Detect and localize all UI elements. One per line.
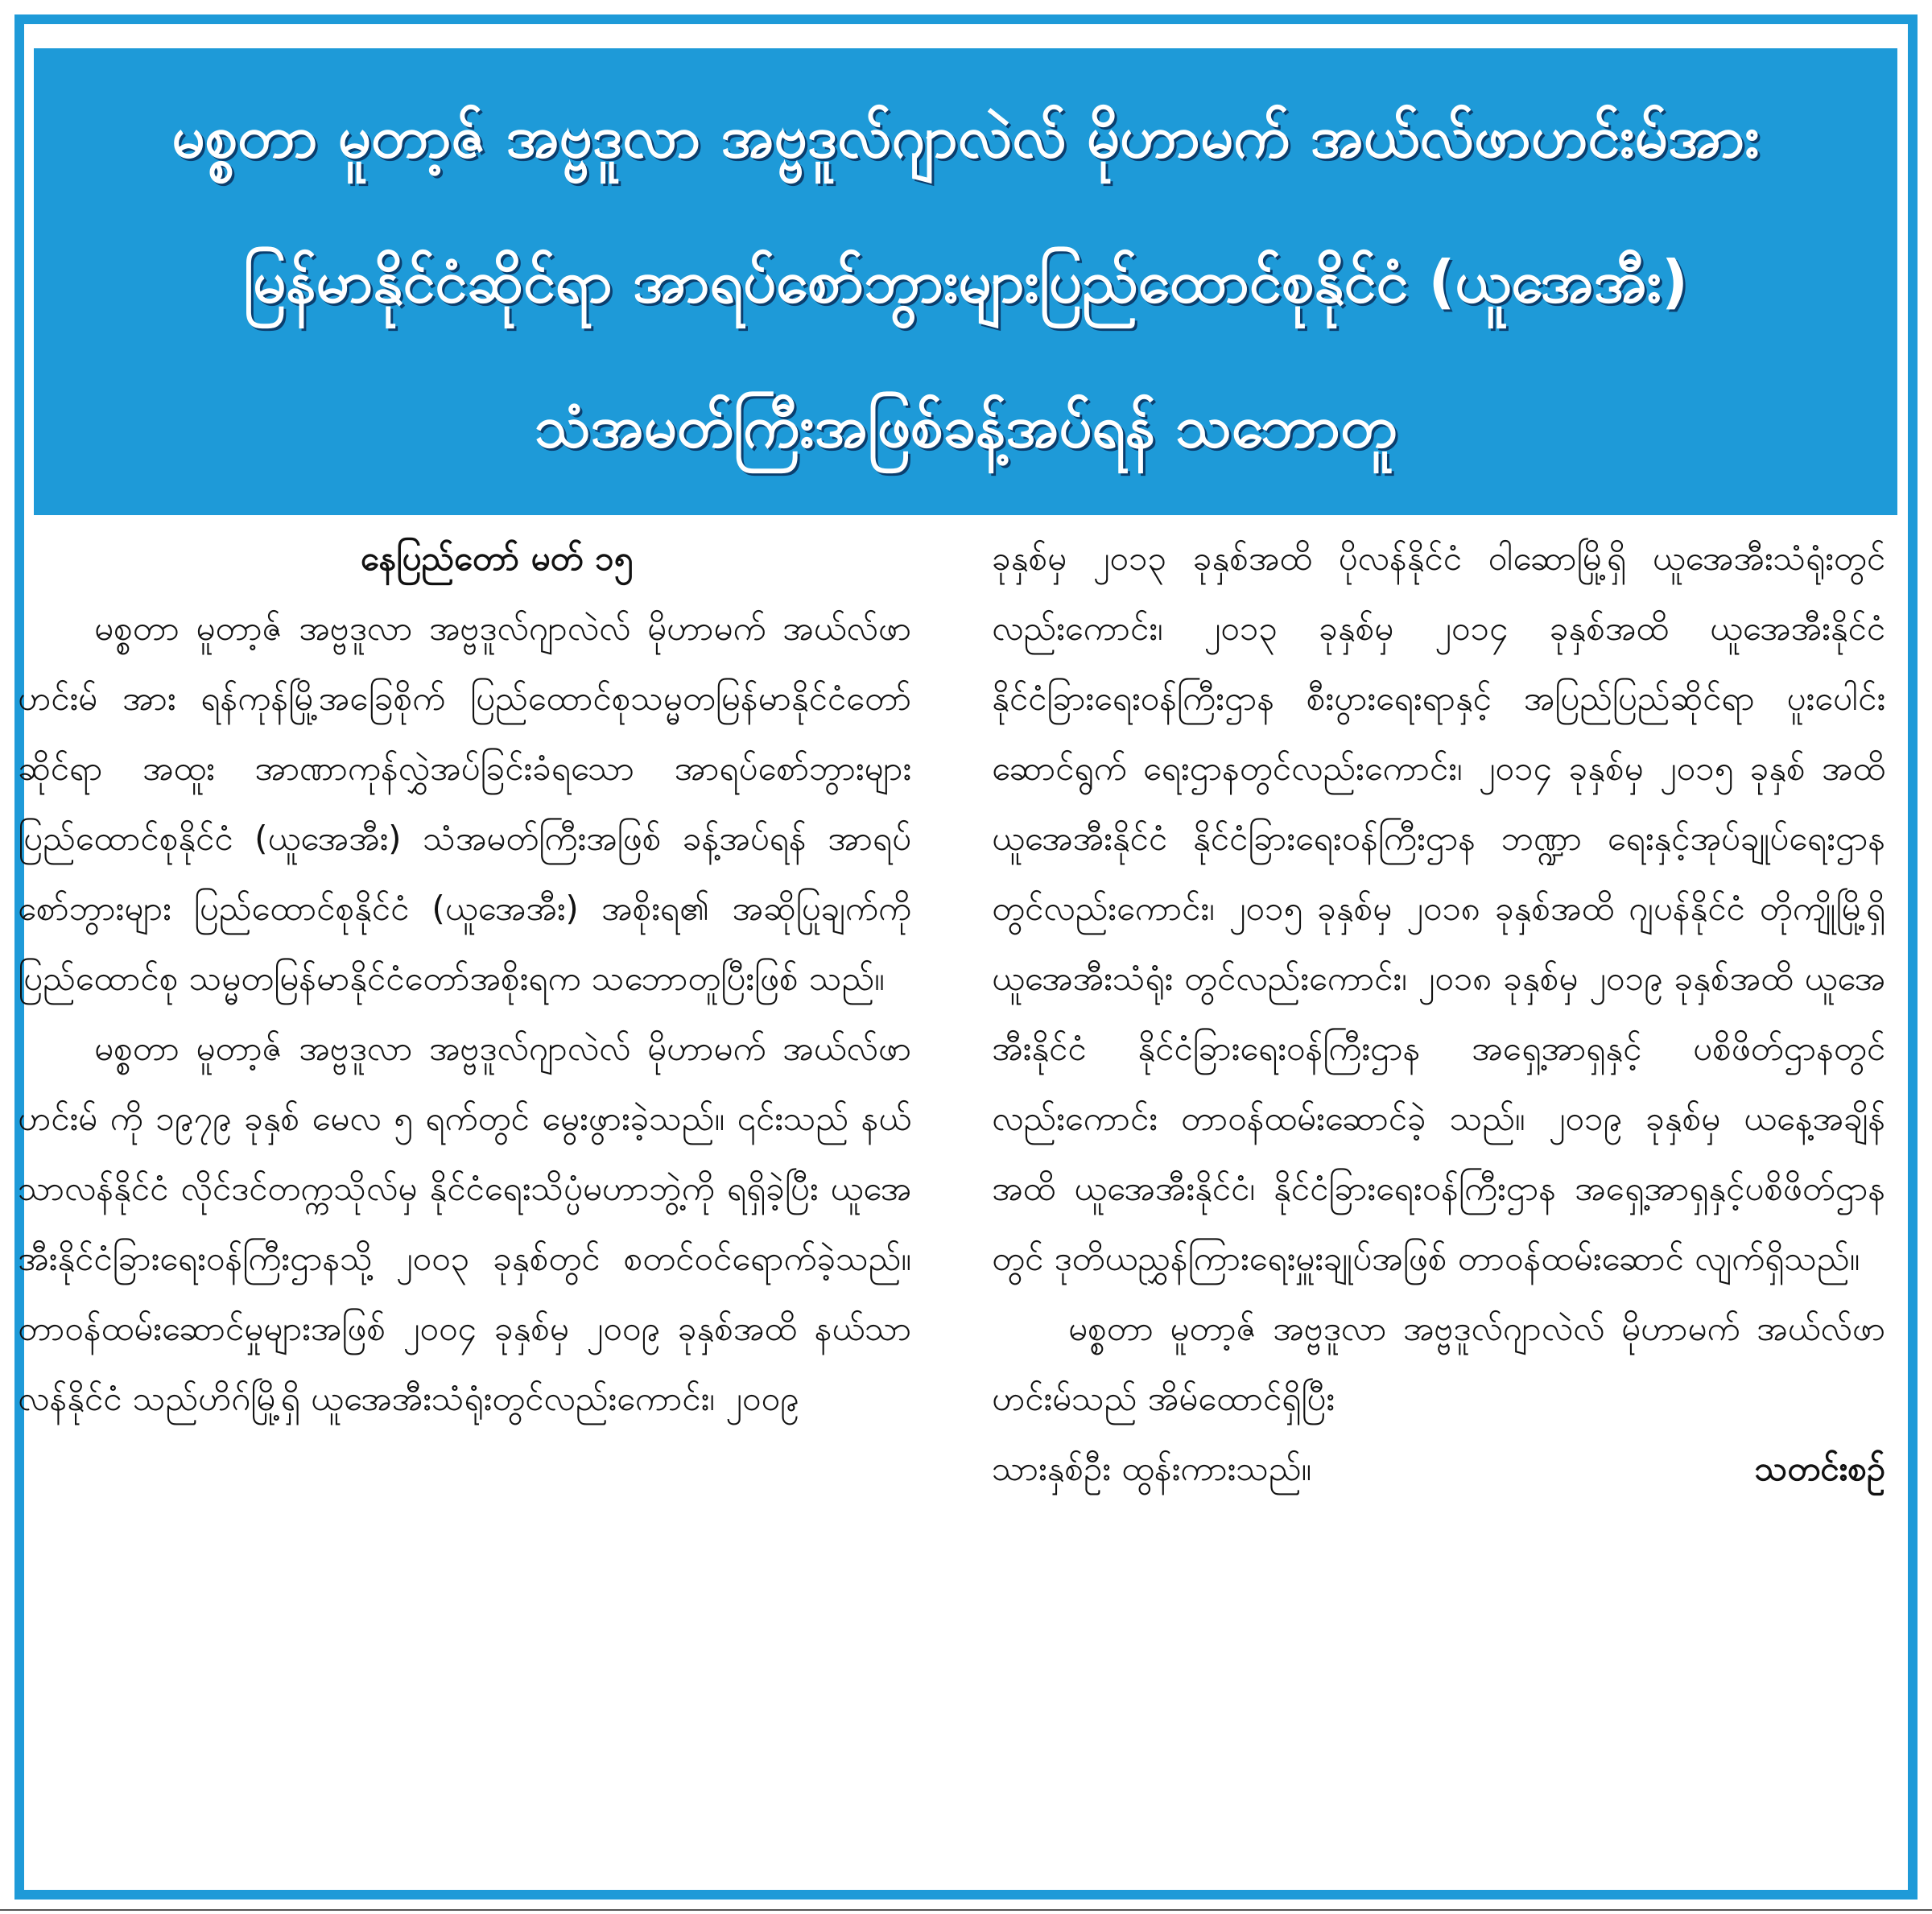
paragraph-2-start: မစ္စတာ မူတာ့ဇ် အဗ္ဗဒူလာ အဗ္ဗဒူလ်ဂျာလဲလ် မိုဟာမက် အယ်လ်ဖာဟင်းမ် ကို ၁၉၇၉ ခုနှစ် မေလ ၅ ရက်တွင် မွေးဖွားခဲ့သည်။ ၎င်းသည် နယ်သာလန်နိုင်ငံ လိုင်ဒင်တက္ကသိုလ်မှ နိုင်ငံရေးသိပ္ပံမဟာဘွဲ့ကို ရရှိခဲ့ပြီး ယူအေအီးနိုင်ငံခြားရေးဝန်ကြီးဌာနသို့ ၂၀၀၃ ခုနှစ်တွင် စတင်ဝင်ရောက်ခဲ့သည်။ တာဝန်ထမ်းဆောင်မှုများအဖြစ် ၂၀၀၄ ခုနှစ်မှ ၂၀၀၉ ခုနှစ်အထိ နယ်သာလန်နိုင်ငံ သည်ဟိဂ်မြို့ရှိ ယူအေအီးသံရုံးတွင်လည်းကောင်း၊ ၂၀၀၉ <box>18 1029 911 1418</box>
article-body <box>18 523 1885 1859</box>
bottom-divider <box>0 1909 1932 1911</box>
dateline: နေပြည်တော် မတ် ၁၅ <box>360 538 634 578</box>
headline-line-1: မစ္စတာ မူတာ့ဇ် အဗ္ဗဒူလာ အဗ္ဗဒူလ်ဂျာလဲလ် မိုဟာမက် အယ်လ်ဖာဟင်းမ်အား <box>171 103 1760 171</box>
closing-row <box>992 1433 1885 1504</box>
headline-banner <box>34 48 1897 515</box>
column-right <box>992 523 1885 1859</box>
headline-line-2: မြန်မာနိုင်ငံဆိုင်ရာ အာရပ်စော်ဘွားများပြည်ထောင်စုနိုင်ငံ (ယူအေအီး) <box>243 248 1688 316</box>
paragraph-1: မစ္စတာ မူတာ့ဇ် အဗ္ဗဒူလာ အဗ္ဗဒူလ်ဂျာလဲလ် မိုဟာမက် အယ်လ်ဖာဟင်းမ် အား ရန်ကုန်မြို့အခြေစိုက် ပြည်ထောင်စုသမ္မတမြန်မာနိုင်ငံတော်ဆိုင်ရာ အထူး အာဏာကုန်လွှဲအပ်ခြင်းခံရသော အာရပ်စော်ဘွားများ ပြည်ထောင်စုနိုင်ငံ (ယူအေအီး) သံအမတ်ကြီးအဖြစ် ခန့်အပ်ရန် အာရပ်စော်ဘွားများ ပြည်ထောင်စုနိုင်ငံ (ယူအေအီး) အစိုးရ၏ အဆိုပြုချက်ကို ပြည်ထောင်စု သမ္မတမြန်မာနိုင်ငံတော်အစိုးရက သဘောတူပြီးဖြစ် သည်။ <box>18 608 911 998</box>
author-byline: သတင်းစဉ် <box>1754 1449 1885 1488</box>
paragraph-3: မစ္စတာ မူတာ့ဇ် အဗ္ဗဒူလာ အဗ္ဗဒူလ်ဂျာလဲလ် မိုဟာမက် အယ်လ်ဖာဟင်းမ်သည် အိမ်ထောင်ရှိပြီး <box>992 1309 1885 1418</box>
paragraph-2-continued: ခုနှစ်မှ ၂၀၁၃ ခုနှစ်အထိ ပိုလန်နိုင်ငံ ဝါဆောမြို့ရှိ ယူအေအီးသံရုံးတွင်လည်းကောင်း၊ ၂၀၁၃ ခုနှစ်မှ ၂၀၁၄ ခုနှစ်အထိ ယူအေအီးနိုင်ငံ နိုင်ငံခြားရေးဝန်ကြီးဌာန စီးပွားရေးရာနှင့် အပြည်ပြည်ဆိုင်ရာ ပူးပေါင်းဆောင်ရွက် ရေးဌာနတွင်လည်းကောင်း၊ ၂၀၁၄ ခုနှစ်မှ ၂၀၁၅ ခုနှစ် အထိ ယူအေအီးနိုင်ငံ နိုင်ငံခြားရေးဝန်ကြီးဌာန ဘဏ္ဍာ ရေးနှင့်အုပ်ချုပ်ရေးဌာနတွင်လည်းကောင်း၊ ၂၀၁၅ ခုနှစ်မှ ၂၀၁၈ ခုနှစ်အထိ ဂျပန်နိုင်ငံ တိုကျိုမြို့ရှိ ယူအေအီးသံရုံး တွင်လည်းကောင်း၊ ၂၀၁၈ ခုနှစ်မှ ၂၀၁၉ ခုနှစ်အထိ ယူအေအီးနိုင်ငံ နိုင်ငံခြားရေးဝန်ကြီးဌာန အရှေ့အာရှနှင့် ပစိဖိတ်ဌာနတွင်လည်းကောင်း တာဝန်ထမ်းဆောင်ခဲ့ သည်။ ၂၀၁၉ ခုနှစ်မှ ယနေ့အချိန်အထိ ယူအေအီးနိုင်ငံ၊ နိုင်ငံခြားရေးဝန်ကြီးဌာန အရှေ့အာရှနှင့်ပစိဖိတ်ဌာနတွင် ဒုတိယညွှန်ကြားရေးမှူးချုပ်အဖြစ် တာဝန်ထမ်းဆောင် လျက်ရှိသည်။ <box>992 538 1885 1278</box>
paragraph-3-end: သားနှစ်ဦး ထွန်းကားသည်။ <box>992 1449 1312 1488</box>
headline-line-3: သံအမတ်ကြီးအဖြစ်ခန့်အပ်ရန် သဘောတူ <box>534 393 1397 460</box>
column-left <box>18 523 911 1859</box>
